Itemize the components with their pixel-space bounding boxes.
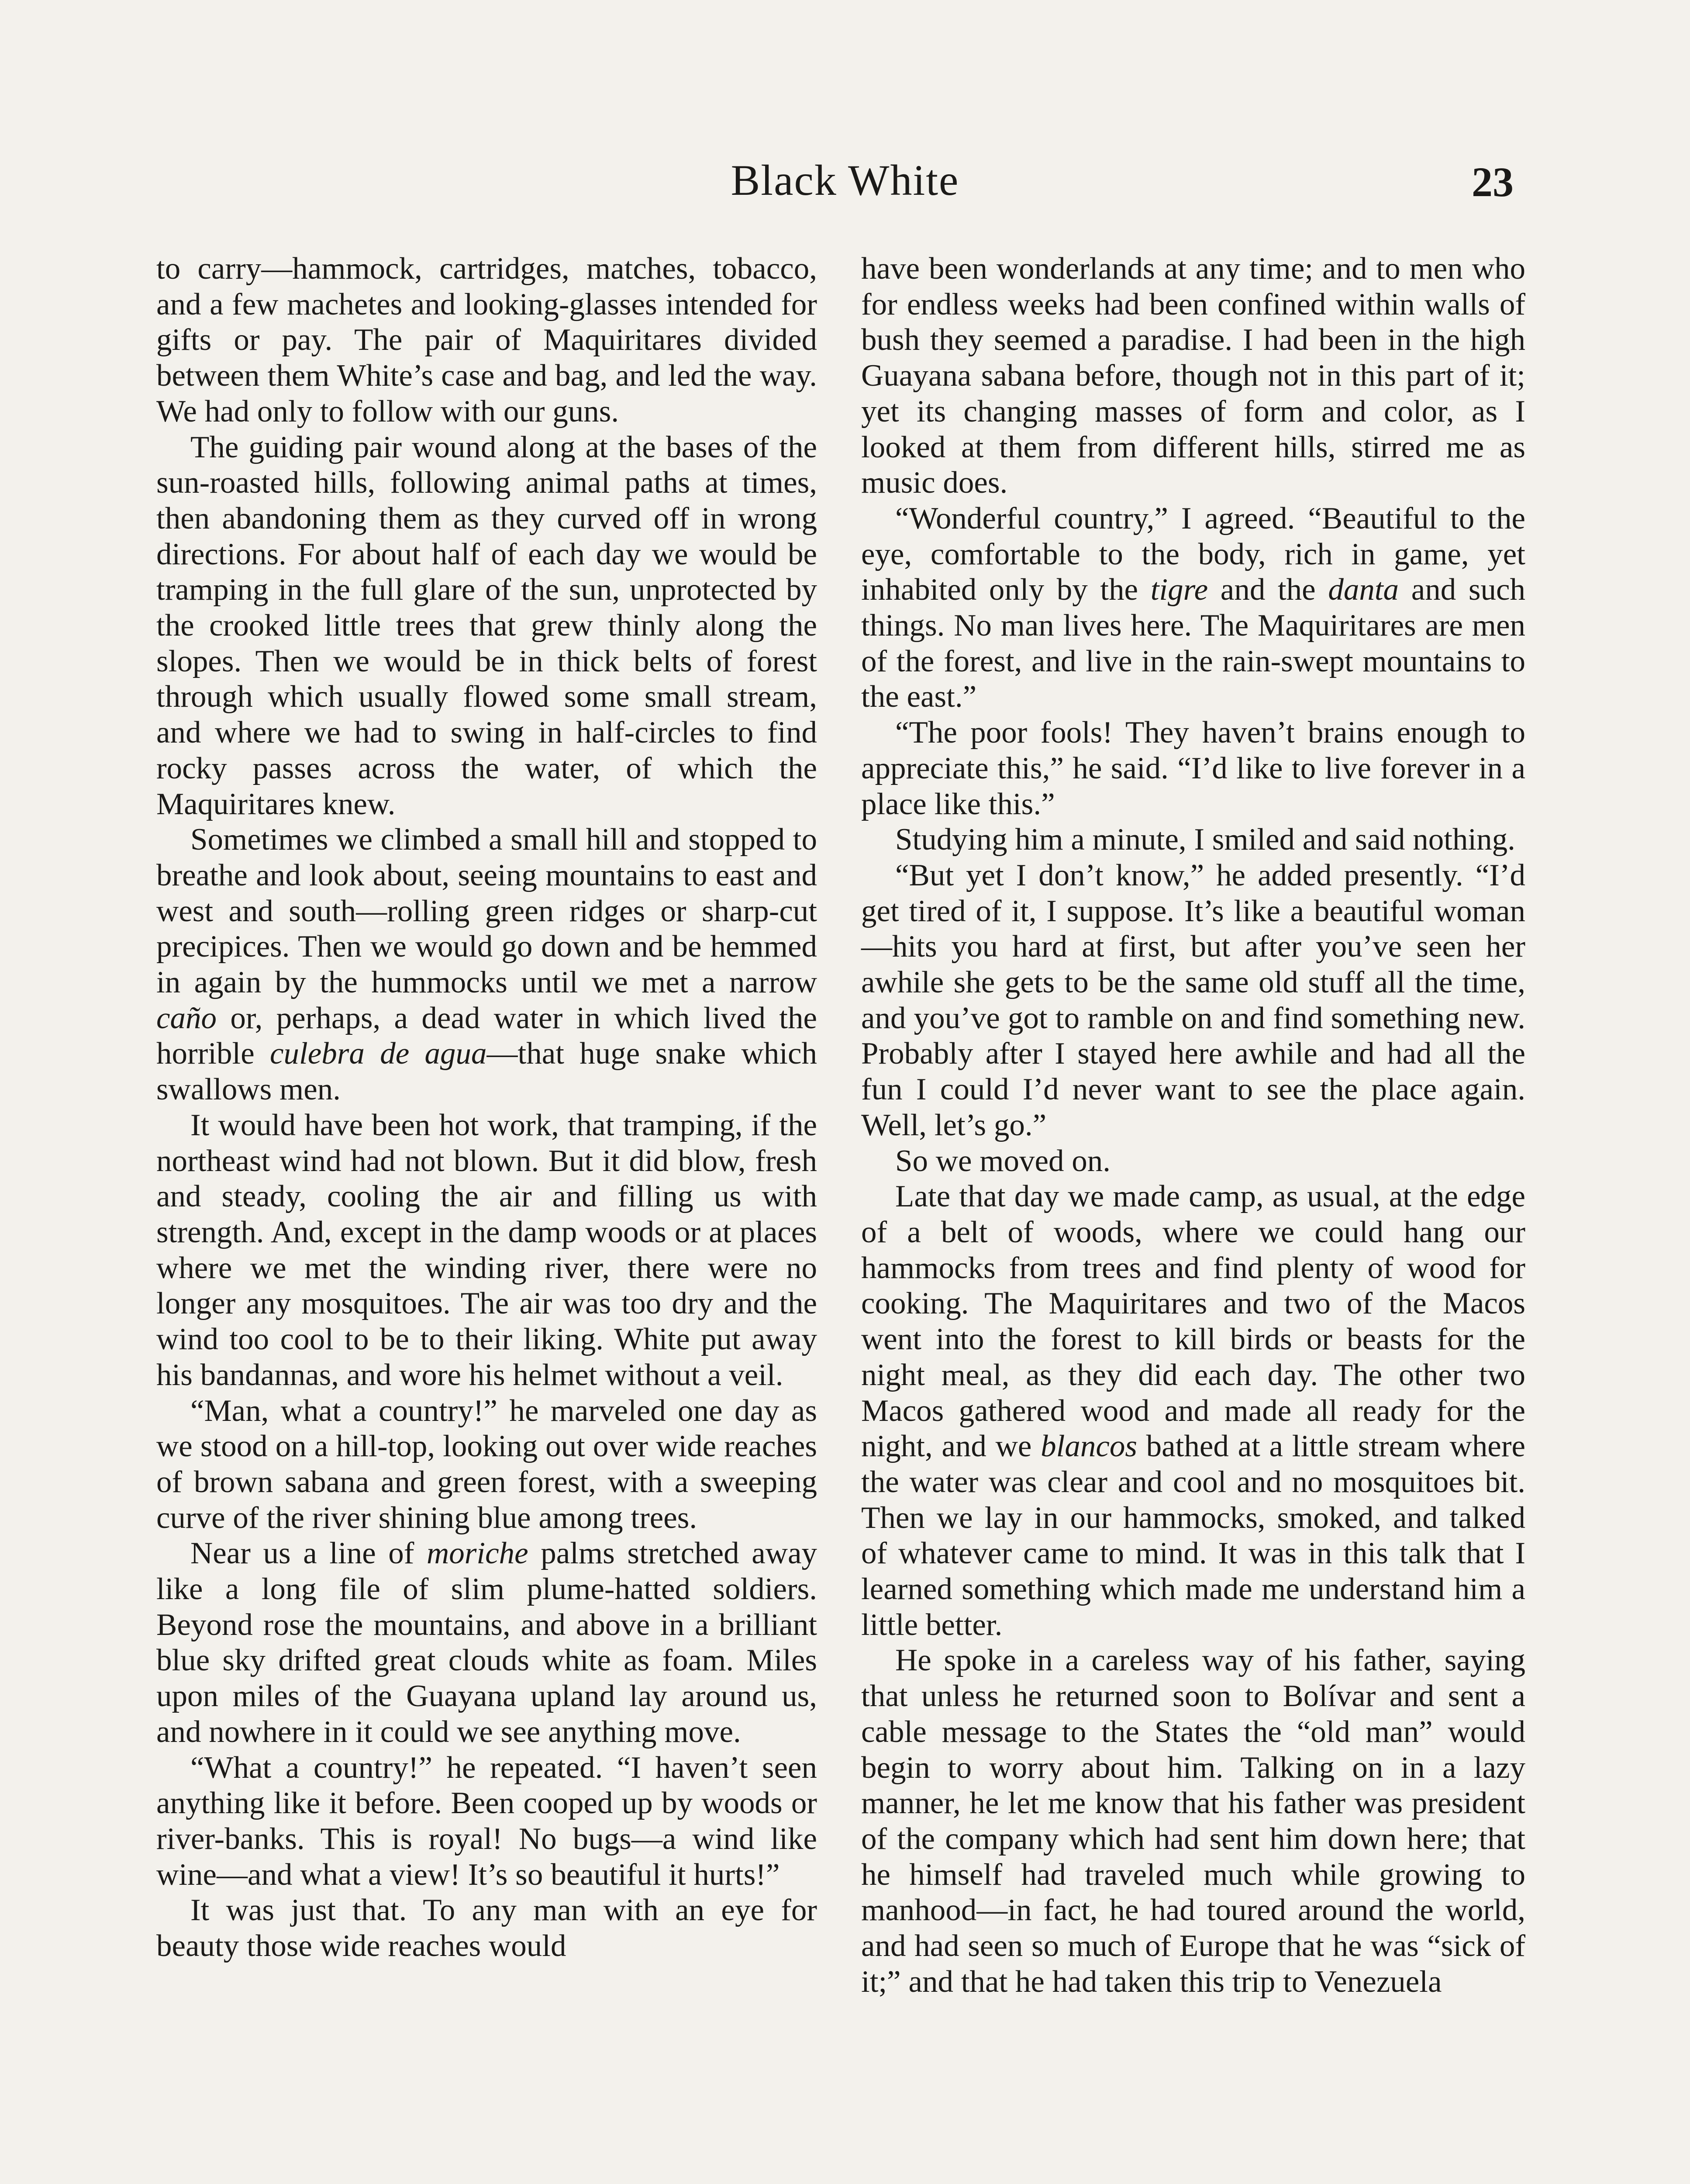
paragraph: “But yet I don’t know,” he added presently. “I’d get tired of it, I suppose. It’s like a beautiful woman—hits you hard at first, but after you’ve seen her awhile she gets to be the same old stuff all the time, and you’ve got to ramble on and find something new. Probably after I stayed here awhile and had all the fun I could I’d never want to see the place again. Well, let’s go.”: [861, 858, 1525, 1142]
page-number: 23: [1472, 159, 1514, 205]
running-head: Black White: [731, 156, 959, 204]
paragraph: Late that day we made camp, as usual, at the edge of a belt of woods, where we could hang our hammocks from trees and find plenty of wood for cooking. The Maquiritares and two of the Macos went into the forest to kill birds or beasts for the night meal, as they did each day. The other two Macos gathered wood and made all ready for the night, and we blancos bathed at a little stream where the water was clear and cool and no mosquitoes bit. Then we lay in our hammocks, smoked, and talked of whatever came to mind. It was in this talk that I learned something which made me understand him a little better.: [861, 1179, 1525, 1642]
paragraph: It would have been hot work, that tramping, if the northeast wind had not blown. But it did blow, fresh and steady, cooling the air and filling us with strength. And, except in the damp woods or at places where we met the winding river, there were no longer any mosquitoes. The air was too dry and the wind too cool to be to their liking. White put away his bandannas, and wore his helmet without a veil.: [156, 1108, 817, 1392]
paragraph: “What a country!” he repeated. “I haven’t seen anything like it before. Been cooped up by woods or river-banks. This is royal! No bugs—a wind like wine—and what a view! It’s so beautiful it hurts!”: [156, 1750, 817, 1892]
left-text-column: [156, 251, 817, 1964]
page-header: [0, 155, 1690, 216]
paragraph: “The poor fools! They haven’t brains enough to appreciate this,” he said. “I’d like to live forever in a place like this.”: [861, 715, 1525, 821]
paragraph: Near us a line of moriche palms stretched away like a long file of slim plume-hatted soldiers. Beyond rose the mountains, and above in a brilliant blue sky drifted great clouds white as foam. Miles upon miles of the Guayana upland lay around us, and nowhere in it could we see anything move.: [156, 1536, 817, 1749]
paragraph: Sometimes we climbed a small hill and stopped to breathe and look about, seeing mountains to east and west and south—rolling green ridges or sharp-cut precipices. Then we would go down and be hemmed in again by the hummocks until we met a narrow caño or, perhaps, a dead water in which lived the horrible culebra de agua—that huge snake which swallows men.: [156, 822, 817, 1107]
right-text-column: [861, 251, 1525, 2000]
paragraph: He spoke in a careless way of his father, saying that unless he returned soon to Bolívar and sent a cable message to the States the “old man” would begin to worry about him. Talking on in a lazy manner, he let me know that his father was president of the company which had sent him down here; that he himself had traveled much while growing to manhood—in fact, he had toured around the world, and had seen so much of Europe that he was “sick of it;” and that he had taken this trip to Venezuela: [861, 1643, 1525, 1999]
paragraph: So we moved on.: [895, 1144, 1111, 1178]
paragraph: The guiding pair wound along at the bases of the sun-roasted hills, following animal paths at times, then abandoning them as they curved off in wrong directions. For about half of each day we would be tramping in the full glare of the sun, unprotected by the crooked little trees that grew thinly along the slopes. Then we would be in thick belts of forest through which usually flowed some small stream, and where we had to swing in half-circles to find rocky passes across the water, of which the Maquiritares knew.: [156, 430, 817, 821]
paragraph: to carry—hammock, cartridges, matches, tobacco, and a few machetes and looking-glasses intended for gifts or pay. The pair of Maquiritares divided between them White’s case and bag, and led the way. We had only to follow with our guns.: [156, 252, 817, 429]
paragraph: have been wonderlands at any time; and to men who for endless weeks had been confined within walls of bush they seemed a paradise. I had been in the high Guayana sabana before, though not in this part of it; yet its changing masses of form and color, as I looked at them from different hills, stirred me as music does.: [861, 252, 1525, 500]
paragraph: It was just that. To any man with an eye for beauty those wide reaches would: [156, 1893, 817, 1963]
paragraph: “Wonderful country,” I agreed. “Beautiful to the eye, comfortable to the body, rich in game, yet inhabited only by the tigre and the danta and such things. No man lives here. The Maquiritares are men of the forest, and live in the rain-swept mountains to the east.”: [861, 501, 1525, 714]
paragraph: Studying him a minute, I smiled and said nothing.: [895, 822, 1515, 857]
paragraph: “Man, what a country!” he marveled one day as we stood on a hill-top, looking out over wide reaches of brown sabana and green forest, with a sweeping curve of the river shining blue among trees.: [156, 1393, 817, 1535]
